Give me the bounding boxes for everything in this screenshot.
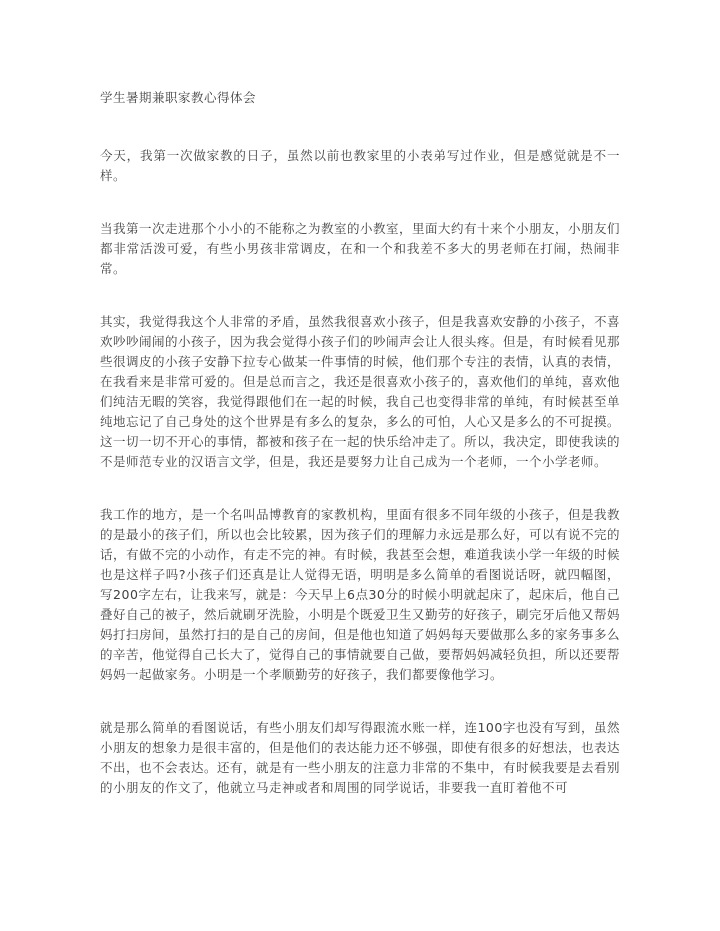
document-title: 学生暑期兼职家教心得体会 — [100, 90, 257, 105]
paragraph-5: 就是那么简单的看图说话，有些小朋友们却写得跟流水账一样，连100字也没有写到，虽然小朋友的想象力是很丰富的，但是他们的表达能力还不够强，即使有很多的好想法，也表达不出，也不会表达。还有，就是有一些小朋友的注意力非常的不集中，有时候我要是去看别的小朋友的作文了，他就立马走神或者和周围的同学说话，非要我一直盯着他不可 — [100, 720, 621, 795]
paragraph-3: 其实，我觉得我这个人非常的矛盾，虽然我很喜欢小孩子，但是我喜欢安静的小孩子，不喜欢吵吵闹闹的小孩子，因为我会觉得小孩子们的吵闹声会让人很头疼。但是，有时候看见那些很调皮的小孩子安静下拉专心做某一件事情的时候，他们那个专注的表情，认真的表情，在我看来是非常可爱的。但是总而言之，我还是很喜欢小孩子的，喜欢他们的单纯，喜欢他们纯洁无暇的笑容，我觉得跟他们在一起的时候，我自己也变得非常的单纯，有时候甚至单纯地忘记了自己身处的这个世界是有多么的复杂，多么的可怕，人心又是多么的不可捉摸。这一切一切不开心的事情，都被和孩子在一起的快乐给冲走了。所以，我决定，即使我读的不是师范专业的汉语言文学，但是，我还是要努力让自己成为一个老师，一个小学老师。 — [100, 314, 621, 469]
paragraph-1: 今天，我第一次做家教的日子，虽然以前也教家里的小表弟写过作业，但是感觉就是不一样。 — [100, 148, 620, 183]
paragraph-4: 我工作的地方，是一个名叫品博教育的家教机构，里面有很多不同年级的小孩子，但是我教的是最小的孩子们，所以也会比较累，因为孩子们的理解力永远是那么好，可以有说不完的话，有做不完的小动作，有走不完的神。有时候，我甚至会想，难道我读小学一年级的时候也是这样子吗?小孩子们还真是让人觉得无语，明明是多么简单的看图说话呀，就四幅图，写200字左右，让我来写，就是：今天早上6点30分的时候小明就起床了，起床后，他自己叠好自己的被子，然后就刷牙洗脸，小明是个既爱卫生又勤劳的好孩子，刷完牙后他又帮妈妈打扫房间，虽然打扫的是自己的房间，但是他也知道了妈妈每天要做那么多的家务事多么的辛苦，他觉得自己长大了，觉得自己的事情就要自己做，要帮妈妈减轻负担，所以还要帮妈妈一起做家务。小明是一个孝顺勤劳的好孩子，我们都要像他学习。 — [100, 507, 621, 682]
paragraph-2: 当我第一次走进那个小小的不能称之为教室的小教室，里面大约有十来个小朋友，小朋友们都非常活泼可爱，有些小男孩非常调皮，在和一个和我差不多大的男老师在打闹，热闹非常。 — [100, 221, 621, 276]
